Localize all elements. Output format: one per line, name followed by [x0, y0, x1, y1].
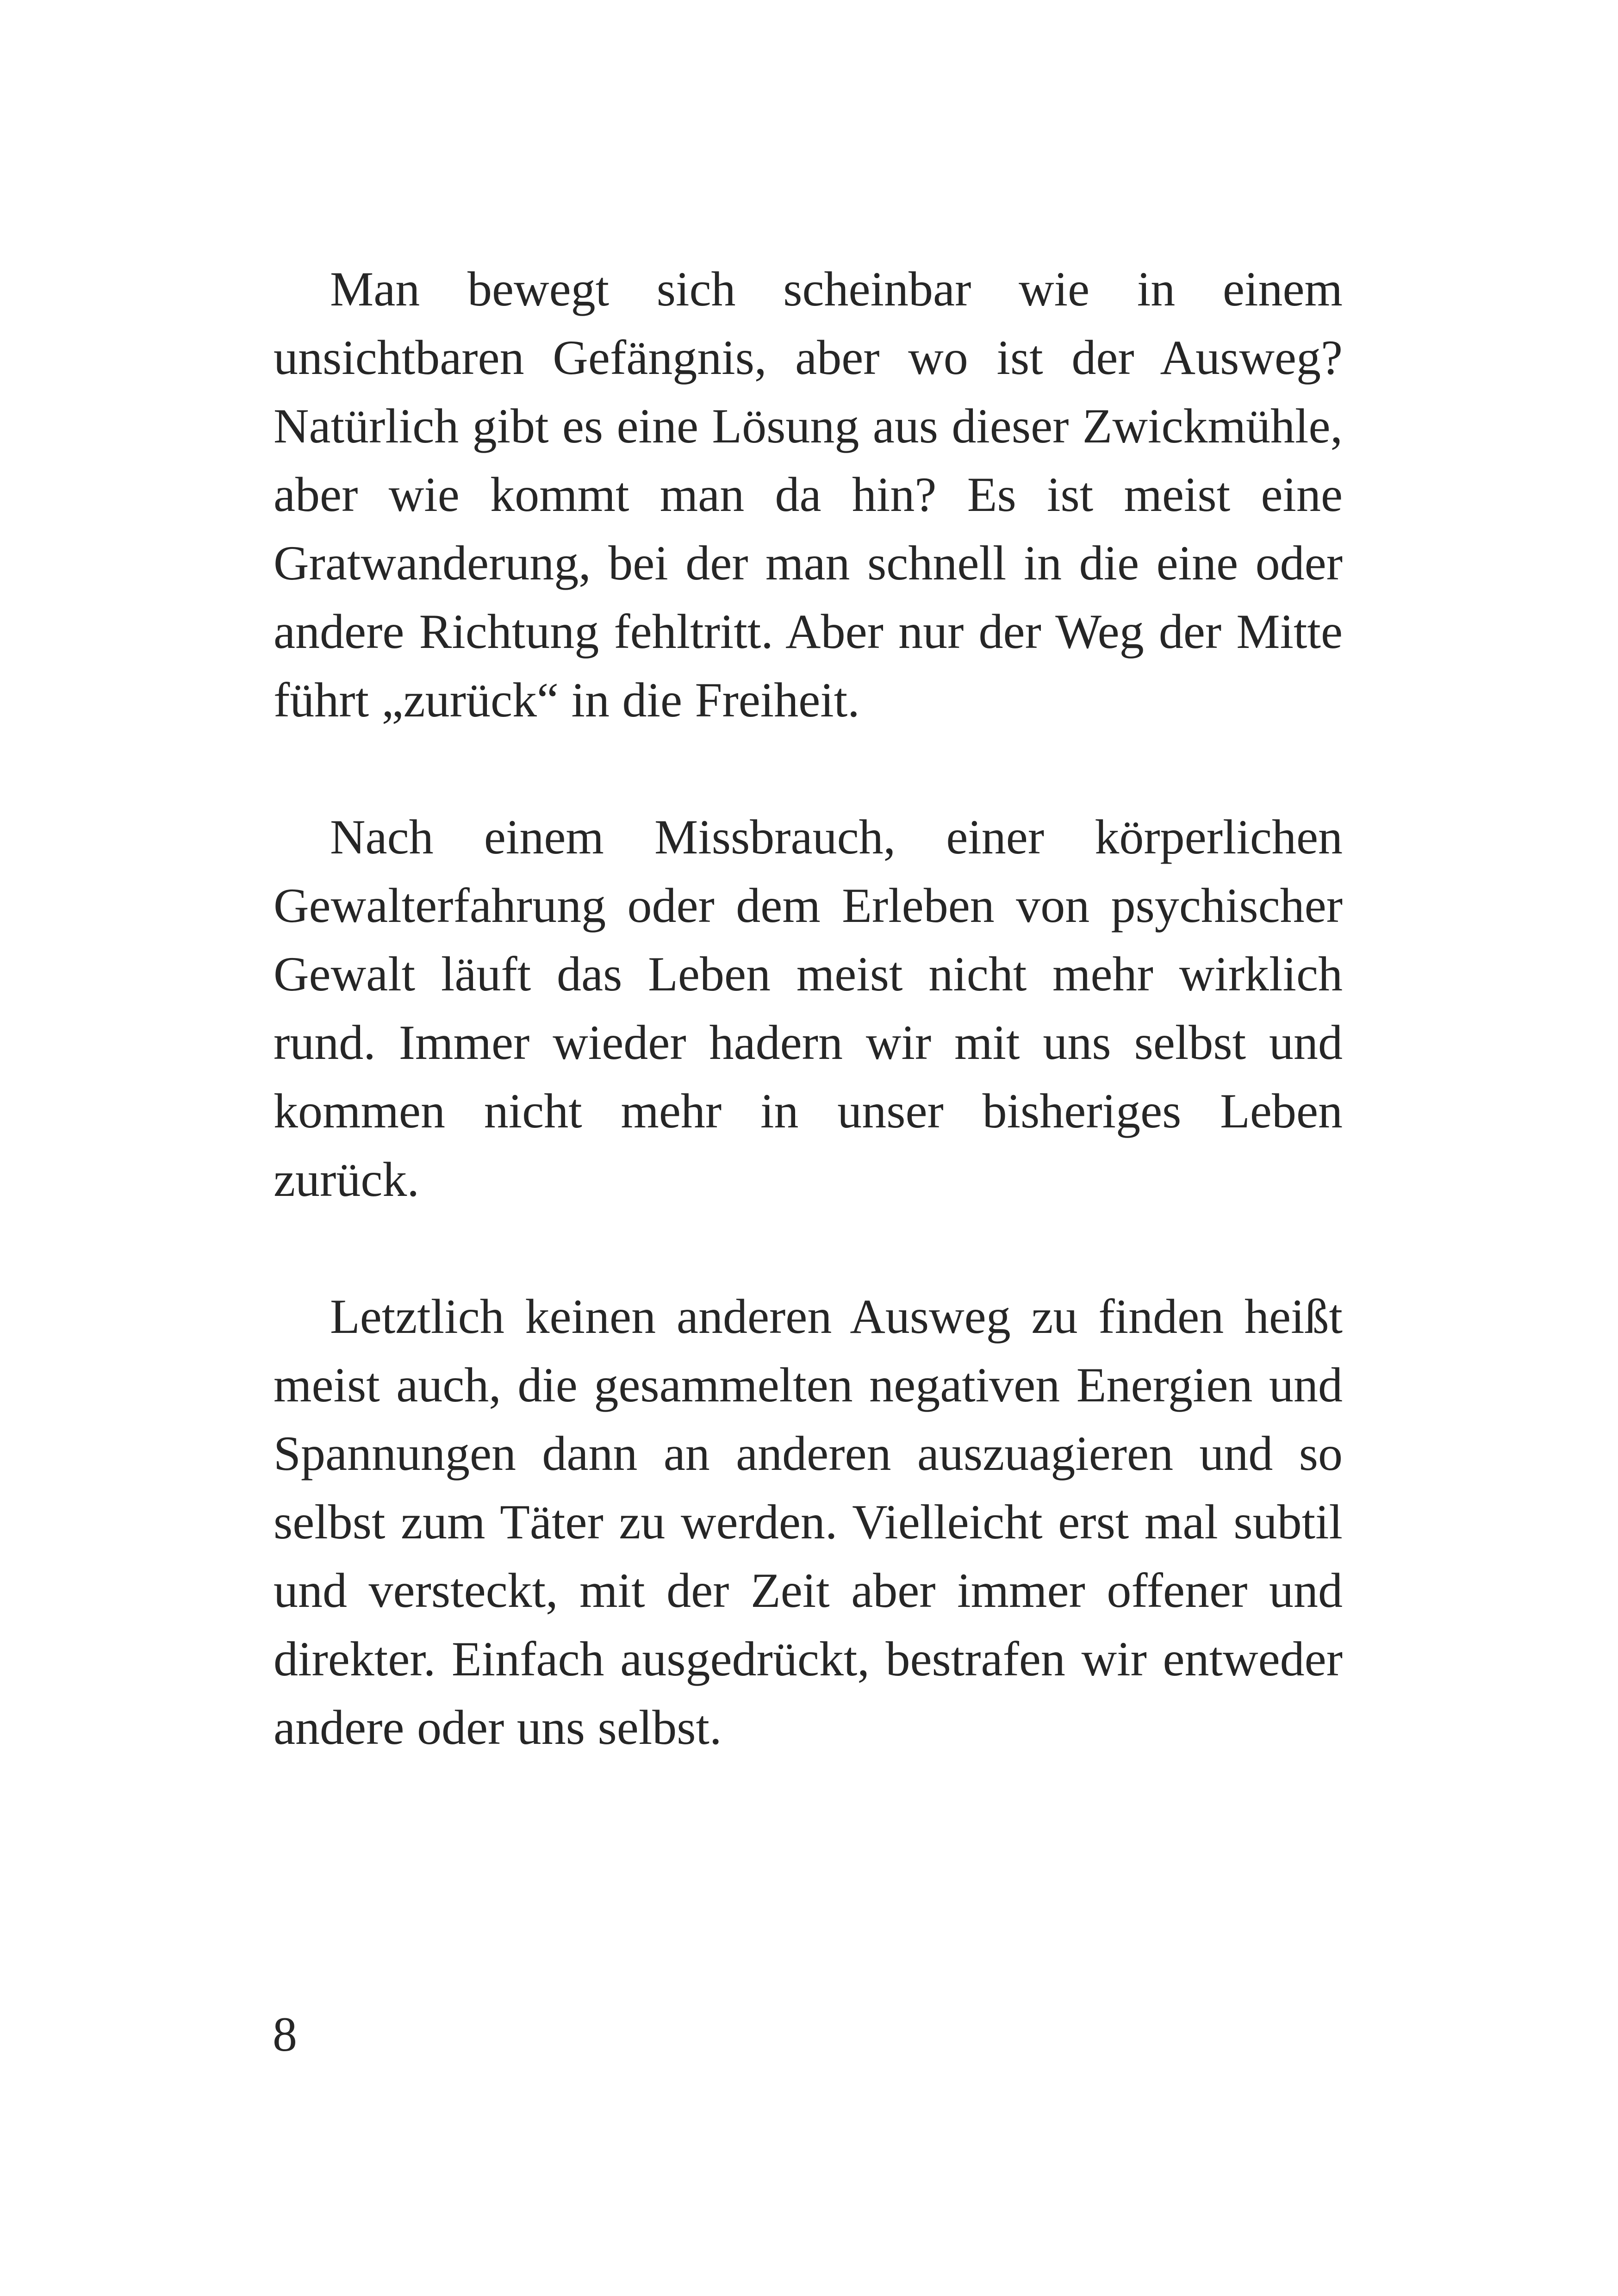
- paragraph-1: Man bewegt sich scheinbar wie in einem unsichtbaren Gefängnis, aber wo ist der Ausweg? Natürlich gibt es eine Lösung aus dieser Zwickmühle, aber wie kommt man da hin? Es ist meist eine Gratwanderung, bei der man schnell in die eine oder andere Richtung fehltritt. Aber nur der Weg der Mitte führt „zurück“ in die Freiheit.: [274, 262, 1343, 727]
- page-body-text: [274, 255, 1343, 1762]
- paragraph-3: Letztlich keinen anderen Ausweg zu finden heißt meist auch, die gesammelten negativen Energien und Spannungen dann an anderen auszuagieren und so selbst zum Täter zu werden. Vielleicht erst mal subtil und versteckt, mit der Zeit aber immer offener und direkter. Einfach ausgedrückt, bestrafen wir entweder andere oder uns selbst.: [274, 1289, 1343, 1755]
- page-number: 8: [273, 2007, 297, 2061]
- paragraph-2: Nach einem Missbrauch, einer körperlichen Gewalterfahrung oder dem Erleben von psychischer Gewalt läuft das Leben meist nicht mehr wirklich rund. Immer wieder hadern wir mit uns selbst und kommen nicht mehr in unser bisheriges Leben zurück.: [274, 810, 1343, 1207]
